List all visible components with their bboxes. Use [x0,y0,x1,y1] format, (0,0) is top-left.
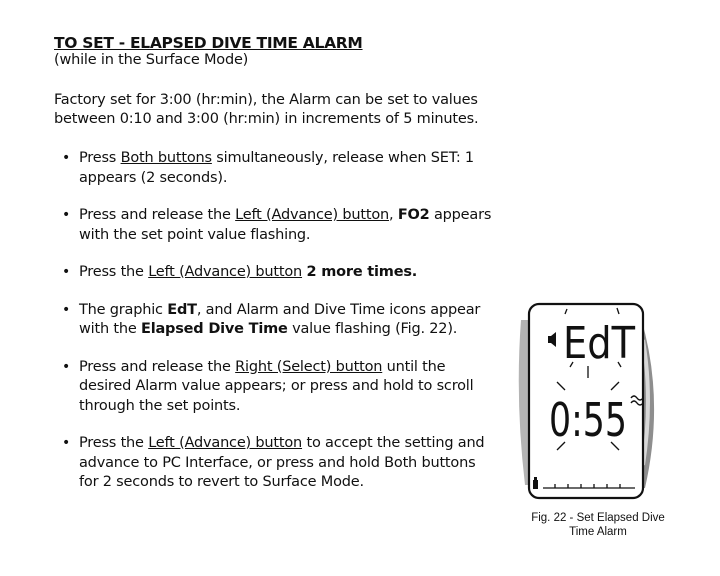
step-text: Press [79,150,121,166]
bullet-icon: • [62,435,71,451]
list-item [54,149,494,188]
step-text: appears with the set point value flashing. [79,207,492,243]
bullet-icon: • [62,264,71,280]
caption-line: Time Alarm [569,526,627,538]
bullet-icon: • [62,301,71,318]
list-item [54,301,494,340]
instruction-list [54,149,494,511]
display-term: FO2 [397,207,430,223]
step-text: until the desired Alarm value appears; or press and hold to scroll through the set points. [79,358,474,414]
step-text: Press the [79,435,149,451]
list-item [54,263,494,283]
list-item [54,358,494,417]
list-item [54,434,494,493]
step-text: simultaneously, release when SET: 1 appears (2 seconds). [79,150,474,186]
display-term: EdT [167,301,197,318]
bullet-icon: • [62,358,71,375]
intro-paragraph: Factory set for 3:00 (hr:min), the Alarm can be set to values between 0:10 and 3:00 (hr:min) in increments of 5 minutes. [54,92,479,127]
step-text: Press and release the [79,207,236,223]
step-text: Press and release the [79,358,236,375]
step-text: The graphic [79,301,168,318]
button-reference: Right (Select) button [235,358,383,375]
display-mode-text: EdT [563,318,636,369]
section-title: TO SET - ELAPSED DIVE TIME ALARM [54,34,363,52]
list-item [54,206,494,245]
step-text: to accept the setting and advance to PC Interface, or press and hold Both buttons for 2 seconds to revert to Surface Mode. [79,435,485,490]
section-subtitle: (while in the Surface Mode) [54,52,249,68]
button-reference: Left (Advance) button [148,435,303,451]
bullet-icon: • [62,150,71,166]
bullet-icon: • [62,207,71,223]
caption-line: Fig. 22 - Set Elapsed Dive [531,512,665,524]
step-text: Press the [79,264,149,280]
step-text: , and Alarm and Dive Time icons appear with the [79,301,481,337]
step-text: value flashing (Fig. 22). [287,321,458,337]
display-time-value: 0:55 [549,393,627,447]
dive-computer-display-figure [515,300,665,505]
step-text: , [389,207,398,223]
emphasis-text: 2 more times. [306,264,418,280]
display-term: Elapsed Dive Time [140,321,288,337]
button-reference: Both buttons [120,150,212,166]
figure-caption [508,511,688,539]
button-reference: Left (Advance) button [148,264,303,280]
button-reference: Left (Advance) button [235,207,390,223]
